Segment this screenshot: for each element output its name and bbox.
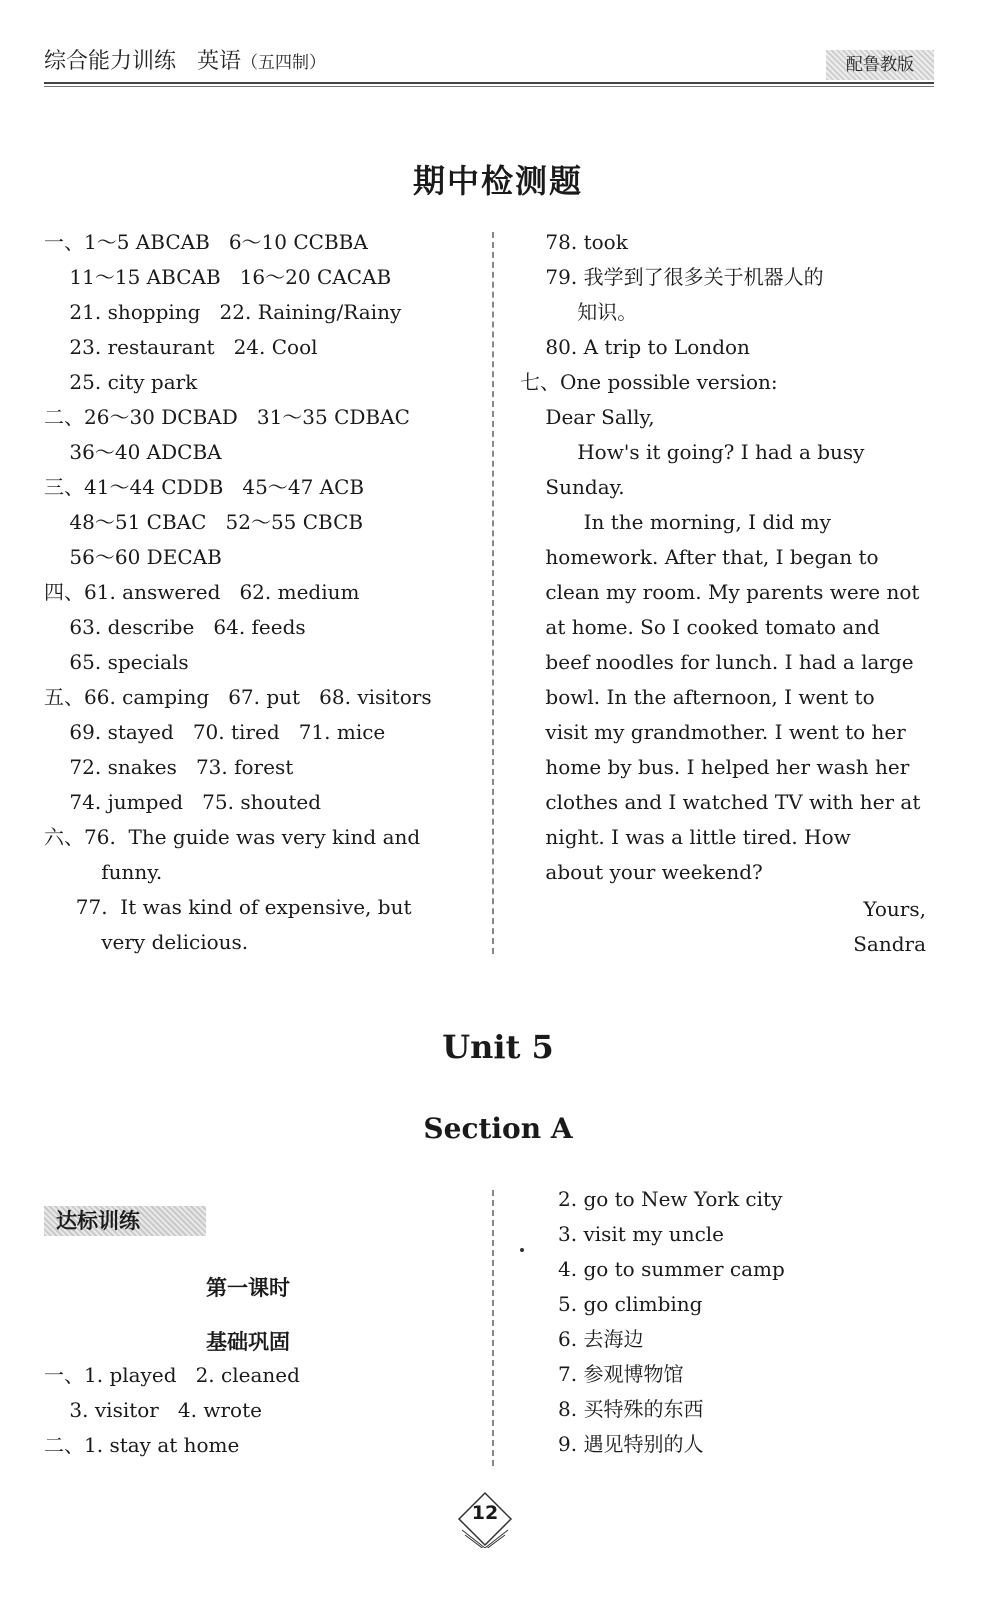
column-divider — [492, 232, 494, 954]
basic-title: 基础巩固 — [206, 1330, 290, 1354]
edition-badge: 配鲁教版 — [826, 50, 934, 80]
answer-line: 8. 买特殊的东西 — [558, 1397, 704, 1421]
answer-line: 72. snakes 73. forest — [44, 755, 294, 779]
answer-line: 2. go to New York city — [558, 1187, 783, 1211]
answer-line: 一、1～5 ABCAB 6～10 CCBBA — [44, 230, 368, 254]
answer-line: clean my room. My parents were not — [520, 580, 920, 604]
header-rule-thin — [44, 86, 934, 87]
answer-line: 74. jumped 75. shouted — [44, 790, 322, 814]
answer-line: home by bus. I helped her wash her — [520, 755, 910, 779]
answer-line: 三、41～44 CDDB 45～47 ACB — [44, 475, 365, 499]
answer-line: 48～51 CBAC 52～55 CBCB — [44, 510, 364, 534]
answer-line: funny. — [44, 860, 163, 884]
lower-column-divider — [492, 1190, 494, 1466]
answer-line: visit my grandmother. I went to her — [520, 720, 906, 744]
answer-line: 7. 参观博物馆 — [558, 1362, 684, 1386]
lower-right-answers — [558, 1182, 934, 1462]
answer-line: 80. A trip to London — [520, 335, 750, 359]
answer-line: 63. describe 64. feeds — [44, 615, 306, 639]
answer-line: 五、66. camping 67. put 68. visitors — [44, 685, 432, 709]
answers-right-column — [520, 225, 934, 890]
answer-line: 79. 我学到了很多关于机器人的 — [520, 265, 824, 289]
running-header — [44, 44, 326, 75]
answer-line: 3. visitor 4. wrote — [44, 1398, 262, 1422]
unit-title: Unit 5 — [442, 1028, 554, 1066]
letter-closing — [740, 892, 926, 962]
exam-title: 期中检测题 — [412, 162, 583, 200]
answer-line: Sunday. — [520, 475, 625, 499]
answer-line: 65. specials — [44, 650, 189, 674]
edition: （五四制） — [241, 53, 327, 73]
answer-line: 23. restaurant 24. Cool — [44, 335, 318, 359]
answer-line: about your weekend? — [520, 860, 763, 884]
answer-line: 七、One possible version: — [520, 370, 778, 394]
answer-line: 56～60 DECAB — [44, 545, 222, 569]
closing-yours: Yours, — [863, 897, 926, 921]
closing-name: Sandra — [853, 932, 926, 956]
answer-line: 9. 遇见特别的人 — [558, 1432, 704, 1456]
section-title: Section A — [423, 1112, 573, 1145]
header-rule — [44, 82, 934, 84]
answer-line: 知识。 — [520, 300, 638, 324]
answer-line: clothes and I watched TV with her at — [520, 790, 921, 814]
answer-line: very delicious. — [44, 930, 249, 954]
answer-line: beef noodles for lunch. I had a large — [520, 650, 914, 674]
answer-line: In the morning, I did my — [520, 510, 831, 534]
answer-line: 5. go climbing — [558, 1292, 703, 1316]
answer-line: 21. shopping 22. Raining/Rainy — [44, 300, 402, 324]
answer-line: 25. city park — [44, 370, 198, 394]
subject: 英语 — [197, 49, 242, 74]
stray-dot — [520, 1248, 524, 1252]
answer-line: 77. It was kind of expensive, but — [44, 895, 412, 919]
answers-left-column — [44, 225, 464, 960]
answer-line: 3. visit my uncle — [558, 1222, 725, 1246]
answer-line: 78. took — [520, 230, 628, 254]
page-number — [456, 1490, 514, 1548]
practice-badge: 达标训练 — [44, 1206, 206, 1236]
answer-line: 36～40 ADCBA — [44, 440, 222, 464]
answer-line: 六、76. The guide was very kind and — [44, 825, 421, 849]
answer-line: 二、26～30 DCBAD 31～35 CDBAC — [44, 405, 410, 429]
lower-left-answers — [44, 1358, 464, 1463]
answer-line: 四、61. answered 62. medium — [44, 580, 360, 604]
answer-line: at home. So I cooked tomato and — [520, 615, 880, 639]
answer-line: 一、1. played 2. cleaned — [44, 1363, 300, 1387]
answer-line: How's it going? I had a busy — [520, 440, 865, 464]
page-number-text: 12 — [471, 1502, 499, 1524]
answer-line: Dear Sally, — [520, 405, 655, 429]
answer-line: homework. After that, I began to — [520, 545, 879, 569]
answer-line: 二、1. stay at home — [44, 1433, 240, 1457]
lesson-title: 第一课时 — [206, 1276, 290, 1300]
answer-line: 11～15 ABCAB 16～20 CACAB — [44, 265, 392, 289]
answer-line: 69. stayed 70. tired 71. mice — [44, 720, 386, 744]
book-title: 综合能力训练 — [44, 49, 177, 74]
answer-line: bowl. In the afternoon, I went to — [520, 685, 875, 709]
answer-line: night. I was a little tired. How — [520, 825, 851, 849]
answer-line: 4. go to summer camp — [558, 1257, 785, 1281]
answer-line: 6. 去海边 — [558, 1327, 644, 1351]
